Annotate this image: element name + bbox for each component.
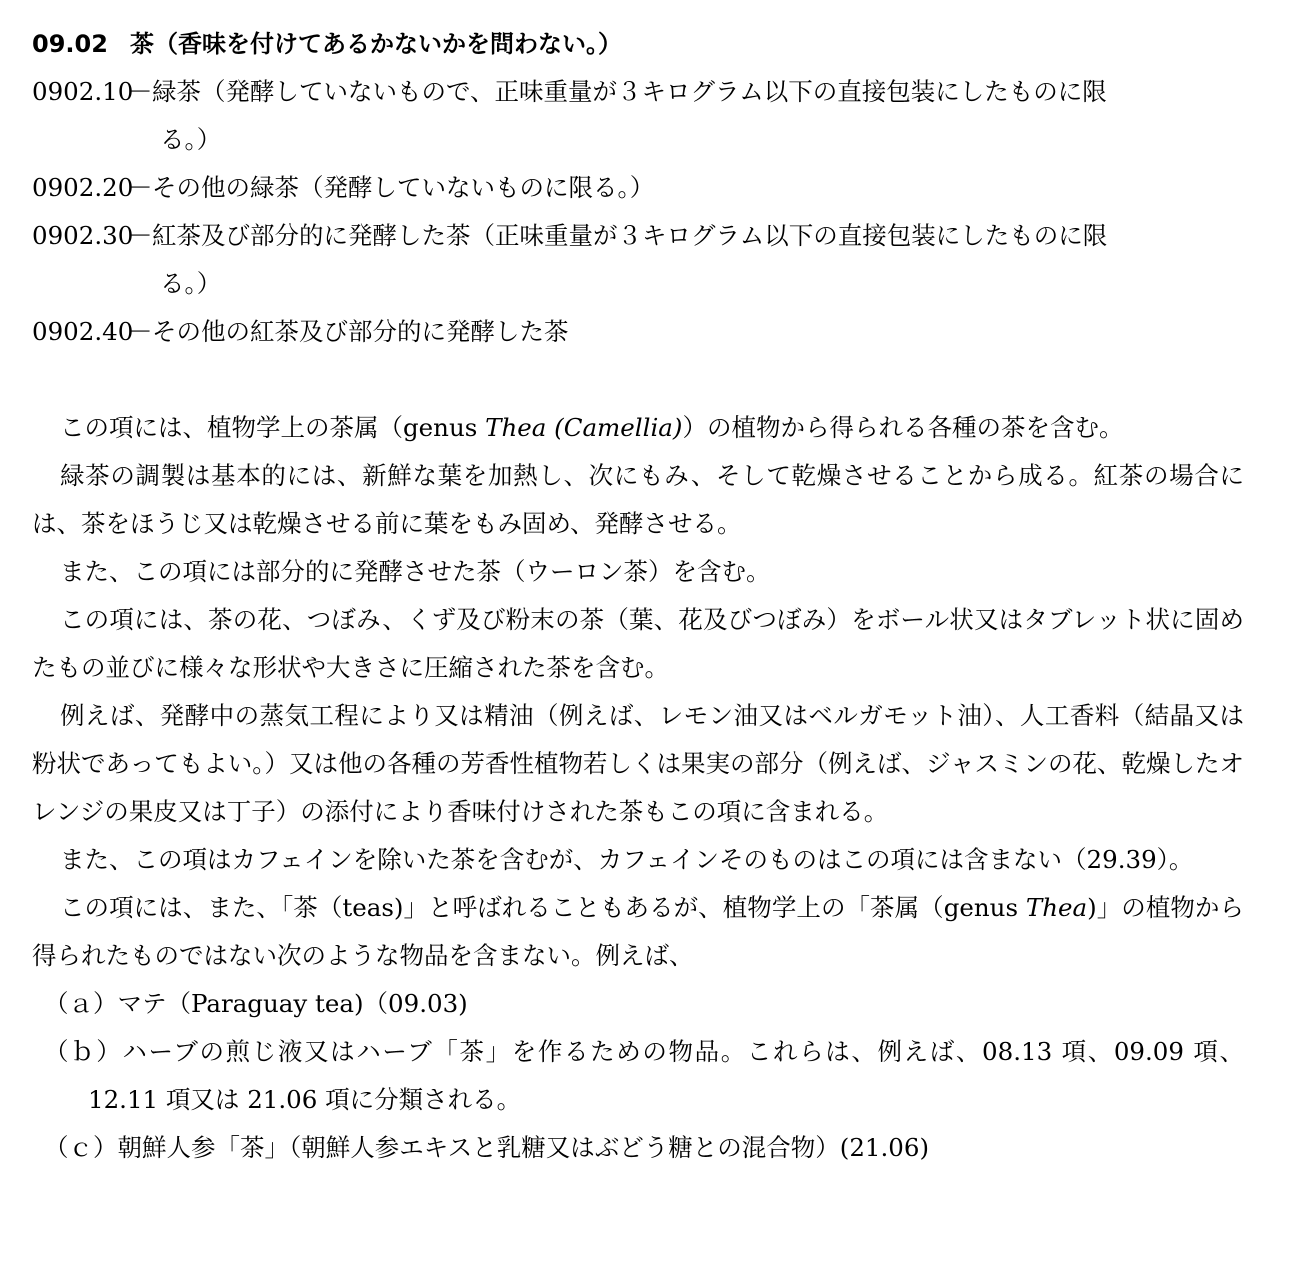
exclusion-list [32,980,1244,1172]
subheading-code: 0902.20 [32,173,134,202]
dash: － [128,173,153,202]
text-run: )」の植物から得られたものではない次のような物品を含まない。例えば、 [32,893,1244,970]
subheading-text: その他の紅茶及び部分的に発酵した茶 [152,317,569,346]
spacer [32,356,1244,404]
item-text: マテ（Paraguay tea)（09.03) [117,989,468,1018]
subheading-list [32,68,1244,356]
subheading-item [32,68,1244,116]
subheading-item [32,164,1244,212]
italic-genus: Thea [485,413,547,442]
italic-genus: Thea [1025,893,1088,922]
paragraph [32,884,1244,980]
paragraph: この項には、茶の花、つぼみ、くず及び粉末の茶（葉、花及びつぼみ）をボール状又はタブレット状に固めたもの並びに様々な形状や大きさに圧縮された茶を含む。 [32,605,1244,682]
item-label: （ａ） [44,989,118,1018]
dash: － [128,77,153,106]
heading-title: 茶（香味を付けてあるかないかを問わない。） [130,30,622,58]
subheading-item [32,308,1244,356]
item-text: ハーブの煎じ液又はハーブ「茶」を作るための物品。これらは、例えば、08.13 項、09.09 項、12.11 項又は 21.06 項に分類される。 [88,1037,1244,1114]
subheading-text: 紅茶及び部分的に発酵した茶（正味重量が３キログラム以下の直接包装にしたものに限 [152,221,1108,250]
text-run: この項には、植物学上の茶属（genus [60,413,486,442]
subheading-text: その他の緑茶（発酵していないものに限る。） [152,173,655,202]
dash: － [128,317,153,346]
exclusion-item [32,1028,1244,1124]
exclusion-item [32,1124,1244,1172]
paragraph: 例えば、発酵中の蒸気工程により又は精油（例えば、レモン油又はベルガモット油）、人工香料（結晶又は粉状であってもよい。）又は他の各種の芳香性植物若しくは果実の部分（例えば、ジャスミンの花、乾燥したオレンジの果皮又は丁子）の添付により香味付けされた茶もこの項に含まれる。 [32,701,1245,826]
text-run: この項には、また、「茶（teas)」と呼ばれることもあるが、植物学上の「茶属（genus [60,893,1026,922]
subheading-code: 0902.40 [32,317,134,346]
subheading-text: 緑茶（発酵していないもので、正味重量が３キログラム以下の直接包装にしたものに限 [152,77,1107,106]
subheading-item [32,212,1244,260]
subheading-code: 0902.10 [32,77,134,106]
text-run: ）の植物から得られる各種の茶を含む。 [682,413,1124,442]
dash: － [128,221,153,250]
paragraph: また、この項には部分的に発酵させた茶（ウーロン茶）を含む。 [60,557,771,586]
subheading-code: 0902.30 [32,221,134,250]
exclusion-item [32,980,1244,1028]
subheading-continuation: る。） [160,269,222,298]
subheading-continuation: る。） [160,125,222,154]
item-text: 朝鮮人参「茶」（朝鮮人参エキスと乳糖又はぶどう糖との混合物）(21.06) [117,1133,930,1162]
item-label: （ｃ） [44,1133,118,1162]
document-page [32,20,1244,1172]
italic-genus-alt: (Camellia) [554,413,683,442]
paragraph: 緑茶の調製は基本的には、新鮮な葉を加熱し、次にもみ、そして乾燥させることから成る。紅茶の場合には、茶をほうじ又は乾燥させる前に葉をもみ固め、発酵させる。 [32,461,1244,538]
item-label: （ｂ） [44,1037,123,1066]
paragraph: また、この項はカフェインを除いた茶を含むが、カフェインそのものはこの項には含まない（29.39）。 [60,845,1194,874]
heading-number: 09.02 [32,30,108,58]
heading [32,20,1244,68]
paragraph [32,404,1244,452]
